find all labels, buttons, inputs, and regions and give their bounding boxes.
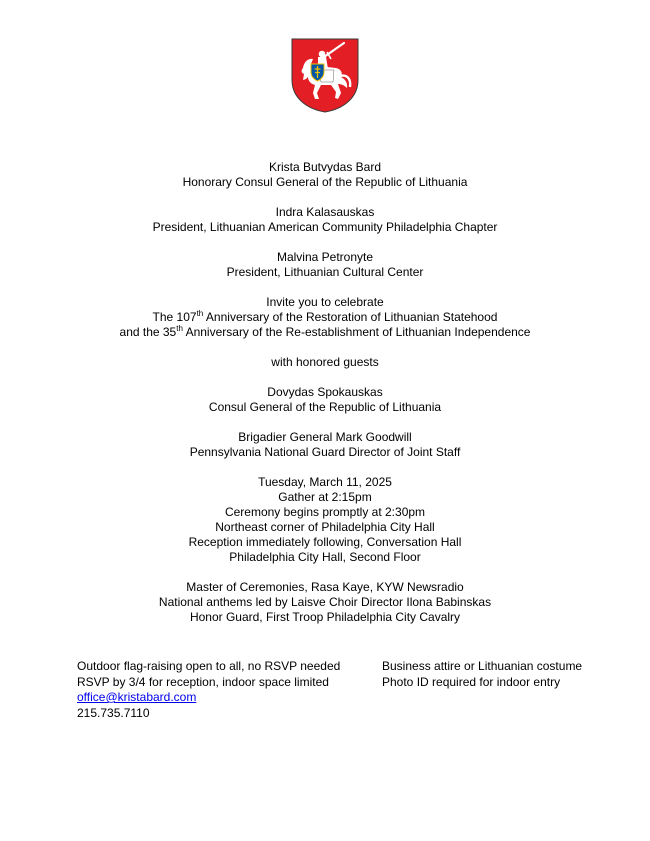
guest-name: Brigadier General Mark Goodwill (238, 430, 412, 444)
reception-location: Philadelphia City Hall, Second Floor (229, 550, 421, 564)
program-line: National anthems led by Laisve Choir Director Ilona Babinskas (158, 595, 492, 609)
id-note: Photo ID required for indoor entry (382, 674, 561, 689)
host-2 (0, 205, 650, 235)
ceremony-location: Northeast corner of Philadelphia City Hall (215, 520, 435, 534)
guest-name: Dovydas Spokauskas (267, 385, 383, 399)
program-line: Master of Ceremonies, Rasa Kaye, KYW Newsradio (186, 580, 464, 594)
anniversary-independence: and the 35th Anniversary of the Re-establishment of Lithuanian Independence (119, 324, 531, 339)
celebration (0, 295, 650, 340)
invite-intro: Invite you to celebrate (266, 295, 384, 309)
honored-guests-intro: with honored guests (271, 355, 379, 369)
anniversary-statehood: The 107th Anniversary of the Restoration of Lithuanian Statehood (152, 309, 498, 324)
footer-right-notes (382, 659, 582, 690)
schedule (0, 475, 650, 565)
guest-title: Pennsylvania National Guard Director of Joint Staff (189, 445, 461, 459)
host-title: President, Lithuanian American Community Philadelphia Chapter (152, 220, 498, 234)
host-name: Malvina Petronyte (276, 250, 374, 264)
attire-note: Business attire or Lithuanian costume (382, 659, 583, 673)
rsvp-note: RSVP by 3/4 for reception, indoor space limited (77, 674, 329, 689)
host-title: President, Lithuanian Cultural Center (226, 265, 424, 279)
host-name: Indra Kalasauskas (275, 205, 375, 219)
host-name: Krista Butvydas Bard (268, 160, 382, 174)
host-3 (0, 250, 650, 280)
vytis-coat-of-arms-icon (291, 38, 359, 113)
program (0, 580, 650, 625)
invitation-text (0, 160, 650, 640)
reception-info: Reception immediately following, Conversation Hall (188, 535, 462, 549)
footer-left-notes (77, 659, 340, 721)
flag-raising-note: Outdoor flag-raising open to all, no RSVP needed (77, 659, 341, 673)
gather-time: Gather at 2:15pm (278, 490, 372, 504)
guest-title: Consul General of the Republic of Lithuania (208, 400, 442, 414)
rsvp-phone: 215.735.7110 (77, 705, 150, 720)
rsvp-email-link[interactable]: office@kristabard.com (77, 690, 197, 704)
ceremony-time: Ceremony begins promptly at 2:30pm (224, 505, 426, 519)
host-1 (0, 160, 650, 190)
host-title: Honorary Consul General of the Republic of Lithuania (182, 175, 468, 189)
guest-2 (0, 430, 650, 460)
event-date: Tuesday, March 11, 2025 (258, 475, 392, 489)
guest-1 (0, 385, 650, 415)
program-line: Honor Guard, First Troop Philadelphia City Cavalry (189, 610, 461, 624)
